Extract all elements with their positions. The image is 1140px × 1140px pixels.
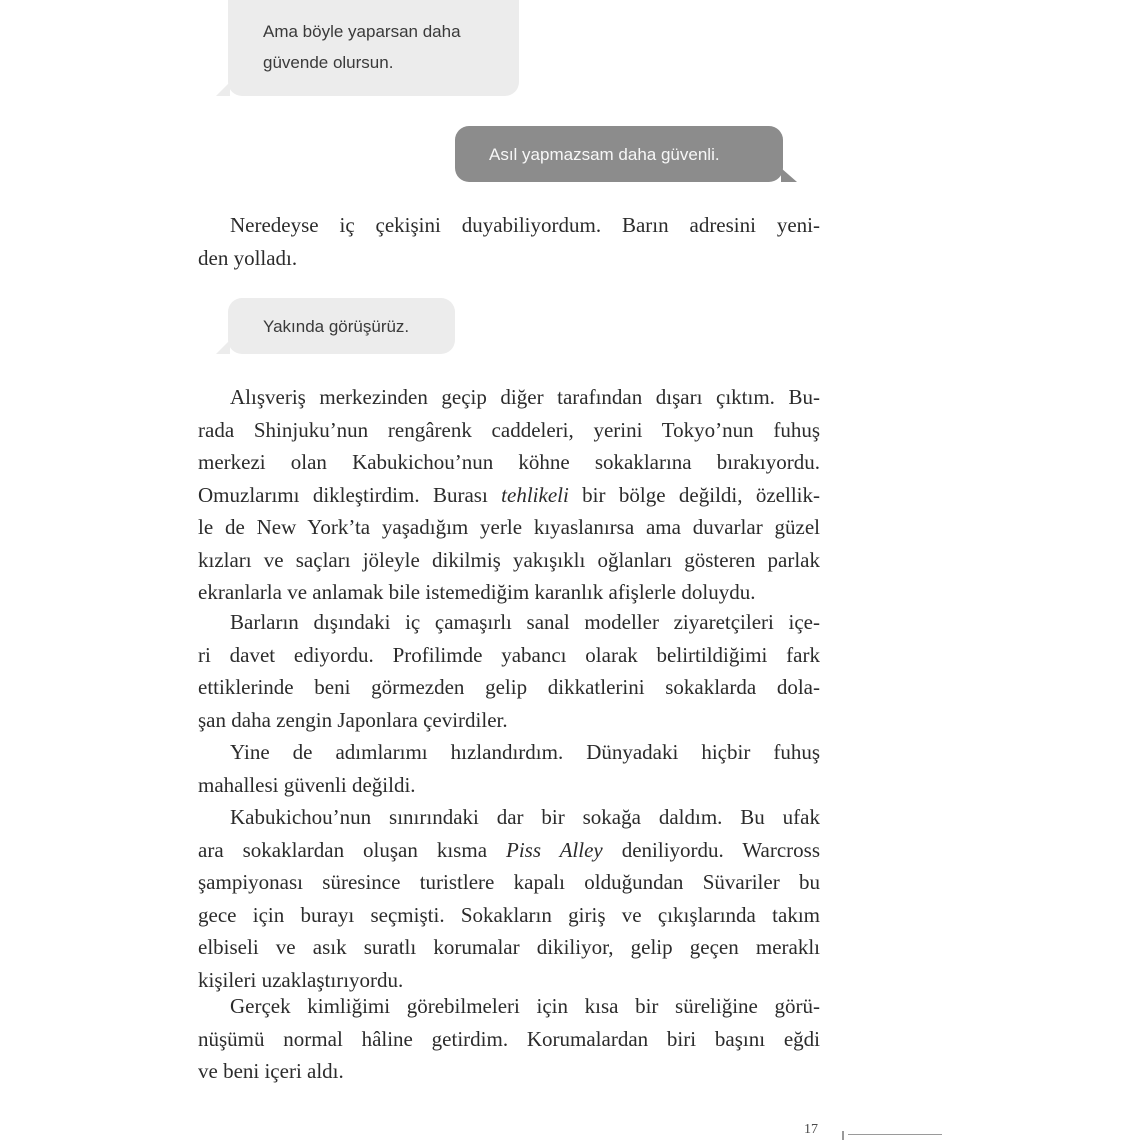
bubble-tail [216, 82, 230, 96]
text-line: mahallesi güvenli değildi. [198, 772, 416, 797]
text-line: kızları ve saçları jöleyle dikilmiş yakışıklı oğlanları gösteren parlak [198, 547, 820, 572]
text-line: şan daha zengin Japonlara çevirdiler. [198, 707, 508, 732]
chat-bubble-incoming [228, 0, 519, 96]
text-line: le de New York’ta yaşadığım yerle kıyaslanırsa ama duvarlar güzel [198, 515, 820, 539]
chat-bubble-outgoing [455, 126, 783, 182]
paragraph [198, 209, 820, 274]
page-number: 17 [804, 1122, 818, 1137]
paragraph [198, 606, 820, 736]
footer-divider [842, 1131, 844, 1140]
text-line: gece için burayı seçmişti. Sokakların giriş ve çıkışlarında takım [198, 902, 820, 927]
text-line: şampiyonası süresince turistlere kapalı olduğundan Süvariler bu [198, 870, 820, 894]
text-line: den yolladı. [198, 245, 298, 270]
text-run: bir bölge değildi, özellik- [568, 482, 820, 507]
text-line: ri davet ediyordu. Profilimde yabancı olarak belirtildiğimi fark [198, 642, 820, 667]
text-line: elbiseli ve asık suratlı korumalar dikiliyor, gelip geçen meraklı [198, 935, 820, 959]
chat-bubble-line: Ama böyle yaparsan daha [263, 22, 461, 41]
text-line: rada Shinjuku’nun rengârenk caddeleri, yerini Tokyo’nun fuhuş [198, 417, 820, 442]
text-line: ve beni içeri aldı. [198, 1059, 344, 1083]
chat-bubble-incoming [228, 298, 455, 354]
text-line [198, 479, 820, 512]
bubble-tail [216, 340, 230, 354]
text-line: merkezi olan Kabukichou’nun köhne sokaklarına bırakıyordu. [198, 450, 820, 474]
text-run: Omuzlarımı dikleştirdim. Burası [198, 482, 502, 507]
italic-text: Piss Alley [506, 837, 603, 862]
chat-bubble-line: Asıl yapmazsam daha güvenli. [489, 145, 720, 164]
italic-text: tehlikeli [501, 482, 569, 507]
bubble-tail [781, 168, 797, 182]
text-line: Yine de adımlarımı hızlandırdım. Dünyadaki hiçbir fuhuş [230, 740, 820, 764]
paragraph [198, 736, 820, 801]
footer-rule [848, 1134, 942, 1135]
text-run: deniliyordu. Warcross [602, 837, 821, 862]
text-line: ettiklerinde beni görmezden gelip dikkatlerini sokaklarda dola- [198, 675, 820, 699]
text-line: ekranlarla ve anlamak bile istemediğim karanlık afişlerle doluydu. [198, 580, 756, 604]
paragraph [198, 801, 820, 996]
text-line: kişileri uzaklaştırıyordu. [198, 967, 404, 992]
chat-bubble-line: güvende olursun. [263, 53, 394, 72]
chat-bubble-line: Yakında görüşürüz. [263, 317, 410, 336]
text-line [198, 834, 820, 867]
text-line: Gerçek kimliğimi görebilmeleri için kısa bir süreliğine görü- [230, 994, 820, 1018]
text-line: Alışveriş merkezinden geçip diğer tarafından dışarı çıktım. Bu- [230, 385, 820, 409]
text-line: Kabukichou’nun sınırındaki dar bir sokağa daldım. Bu ufak [230, 805, 820, 829]
text-run: ara sokaklardan oluşan kısma [198, 837, 506, 862]
text-line: Barların dışındaki iç çamaşırlı sanal modeller ziyaretçileri içe- [230, 610, 820, 634]
text-line: Neredeyse iç çekişini duyabiliyordum. Barın adresini yeni- [230, 213, 820, 237]
paragraph [198, 990, 820, 1088]
text-line: nüşümü normal hâline getirdim. Korumalardan biri başını eğdi [198, 1026, 820, 1051]
paragraph [198, 381, 820, 609]
